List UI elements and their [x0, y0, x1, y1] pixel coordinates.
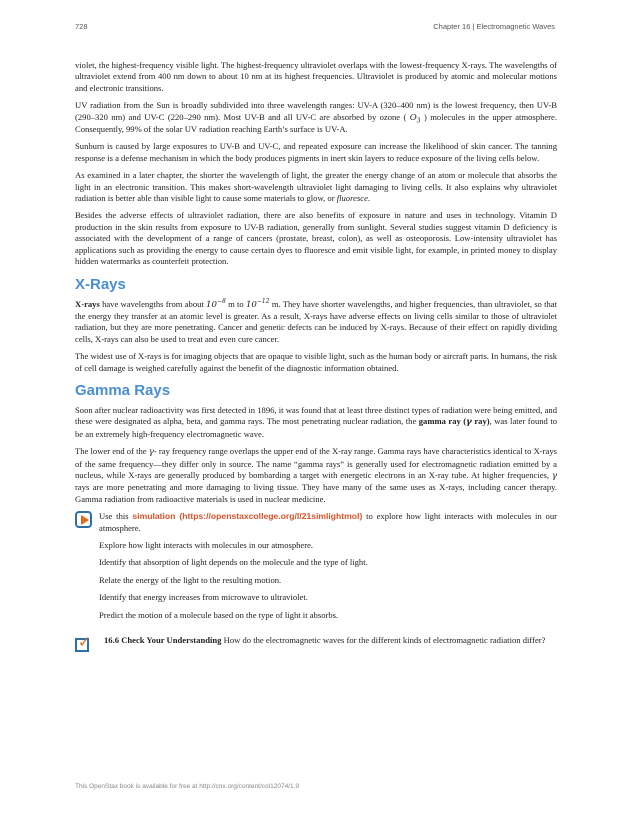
emphasis-term: fluoresce — [336, 193, 368, 204]
paragraph-text: . They have shorter wavelengths, and higher frequencies, than ultraviolet, so that the energy they transfer at an atomic level is greater. As a result, X-rays have adverse effects on living cells similar to those of ultraviolet radiation, but they are more penetrating. Cancer and genetic defects can be induced by X-rays. Because of their effect on rapidly dividing cells, X-rays can also be used to treat and even cure cancer. — [75, 298, 557, 344]
list-item: Relate the energy of the light to the resulting motion. — [99, 574, 282, 585]
check-question-text: How do the electromagnetic waves for the different kinds of electromagnetic radiation differ? — [221, 635, 546, 646]
paragraph-text: Soon after nuclear radioactivity was first detected in 1896, it was found that at least three distinct types of radiation were being emitted, and these were designated as alpha, beta, and gamma rays. The most penetrating nuclear radiation, the — [75, 404, 557, 427]
page-number: 728 — [75, 22, 88, 31]
value-base: 10 — [245, 299, 257, 310]
ozone-symbol: O — [409, 112, 417, 123]
list-item: Explore how light interacts with molecules in our atmosphere. — [99, 540, 314, 550]
check-label: 16.6 Check Your Understanding — [104, 635, 222, 646]
wavelength-value — [245, 297, 270, 310]
paragraph-text: - ray frequency range overlaps the upper end of the X-ray range. Gamma rays have characteristics identical to X-rays of the same frequency—they differ only in source. The name “gamma rays” is generally used for electromagnetic radiation emitted by a nucleus, while X-rays are generally produced by bombarding a target with energetic electrons in an X-ray tube. At higher frequencies, — [75, 446, 557, 480]
paragraph — [75, 446, 557, 505]
chapter-title: Chapter 16 | Electromagnetic Waves — [433, 22, 555, 31]
ozone-formula — [410, 113, 421, 123]
section-heading-xrays: X-Rays — [75, 275, 126, 293]
paragraph — [75, 405, 557, 440]
play-icon — [75, 511, 92, 528]
wavelength-value — [206, 297, 226, 310]
paragraph-text: Sunburn is caused by large exposures to UV-B and UV-C, and repeated exposure can increase the likelihood of skin cancer. The tanning response is a defense mechanism in which the body produces pigments in inert skin layers to reduce exposure of the living cells below. — [75, 141, 557, 163]
simulation-link[interactable]: simulation (https://openstaxcollege.org/l/21simlightmol) — [132, 511, 363, 522]
simulation-callout — [75, 511, 557, 621]
check-understanding — [75, 633, 557, 652]
checkbox-icon: ✓ — [75, 635, 95, 654]
key-term — [419, 416, 490, 426]
value-exponent: −8 — [216, 297, 226, 305]
paragraph-text: have wavelengths from about — [99, 298, 207, 309]
key-term-text: ray) — [471, 416, 490, 427]
paragraph — [75, 299, 557, 346]
paragraph-text: As examined in a later chapter, the shorter the wavelength of light, the greater the energy change of an atom or molecule that absorbs the light in an electronic transition. This makes short-wavelength ultraviolet light damaging to living cells. It also explains why ultraviolet radiation is better able than visible light to cause some materials to glow, or — [75, 170, 557, 204]
key-term: X-rays — [75, 298, 100, 309]
paragraph — [75, 170, 557, 204]
paragraph-text: to — [234, 298, 246, 309]
list-item: Predict the motion of a molecule based on the type of light it absorbs. — [99, 609, 339, 620]
paragraph — [75, 351, 557, 374]
value-unit: m — [228, 298, 235, 309]
paragraph-text: The widest use of X-rays is for imaging objects that are opaque to visible light, such as the human body or aircraft parts. In humans, the risk of cell damage is weighed carefully against the benefit of the diagnostic information obtained. — [75, 351, 557, 373]
value-base: 10 — [206, 299, 217, 310]
paragraph-text: Besides the adverse effects of ultraviolet radiation, there are also benefits of exposure in nature and uses in technology. Vitamin D production in the skin results from exposure to UV-B radiation, generally from sunlight. Several studies suggest vitamin D deficiency is associated with the development of a range of cancers (prostate, breast, colon), as well as osteoporosis. Low-intensity ultraviolet has applications such as providing the energy to cause certain dyes to fluoresce and emit visible light, for example, in printed money to display hidden watermarks as counterfeit protection. — [75, 210, 557, 267]
value-exponent: −12 — [256, 297, 270, 305]
footer-text: This OpenStax book is available for free at http://cnx.org/content/col12074/1.9 — [75, 783, 300, 790]
gamma-symbol: γ — [466, 417, 472, 428]
callout-intro — [99, 511, 557, 534]
gamma-symbol: γ — [551, 470, 557, 481]
ozone-subscript: 3 — [416, 117, 421, 125]
list-item: Identify that absorption of light depends on the molecule and the type of light. — [99, 557, 368, 568]
section-heading-gamma: Gamma Rays — [75, 381, 171, 399]
gamma-symbol: γ — [148, 447, 154, 458]
value-unit: m — [271, 298, 279, 309]
key-term-text: gamma ray ( — [418, 416, 467, 427]
paragraph — [75, 60, 557, 94]
page-content — [75, 60, 557, 652]
paragraph-text: ) molecules in the upper atmosphere. Consequently, 99% of the solar UV radiation reaching Earth’s surface is UV-A. — [75, 111, 558, 135]
paragraph-text: . — [367, 193, 371, 204]
callout-text: to explore how light interacts with molecules in our atmosphere. — [99, 511, 557, 533]
paragraph-text: rays are more penetrating and more damaging to living tissue. They have many of the same uses as X-rays, including cancer therapy. Gamma radiation from radioactive materials is used in nuclear medicine. — [75, 482, 557, 504]
paragraph — [75, 100, 557, 135]
paragraph — [75, 210, 557, 267]
paragraph-text: The lower end of the — [75, 446, 149, 457]
paragraph-text: violet, the highest-frequency visible light. The highest-frequency ultraviolet overlaps with the lowest-frequency X-rays. The wavelengths of ultraviolet extend from 400 nm down to about 10 nm at its highest frequencies. Ultraviolet is produced by atomic and molecular motions and electronic transitions. — [75, 60, 557, 93]
callout-text: Use this — [99, 511, 133, 522]
simulation-steps — [99, 540, 557, 621]
list-item: Identify that energy increases from microwave to ultraviolet. — [99, 592, 308, 603]
check-question — [104, 635, 557, 646]
paragraph-text: UV radiation from the Sun is broadly subdivided into three wavelength ranges: UV-A (320–400 nm) is the lowest frequency, then UV-B (290–320 nm) and UV-C (220–290 nm). Most UV-B and all UV-C are absorbed by ozone ( — [75, 100, 557, 122]
paragraph — [75, 141, 557, 164]
paragraph-text: , was later found to be an extremely high-frequency electromagnetic wave. — [75, 416, 558, 439]
